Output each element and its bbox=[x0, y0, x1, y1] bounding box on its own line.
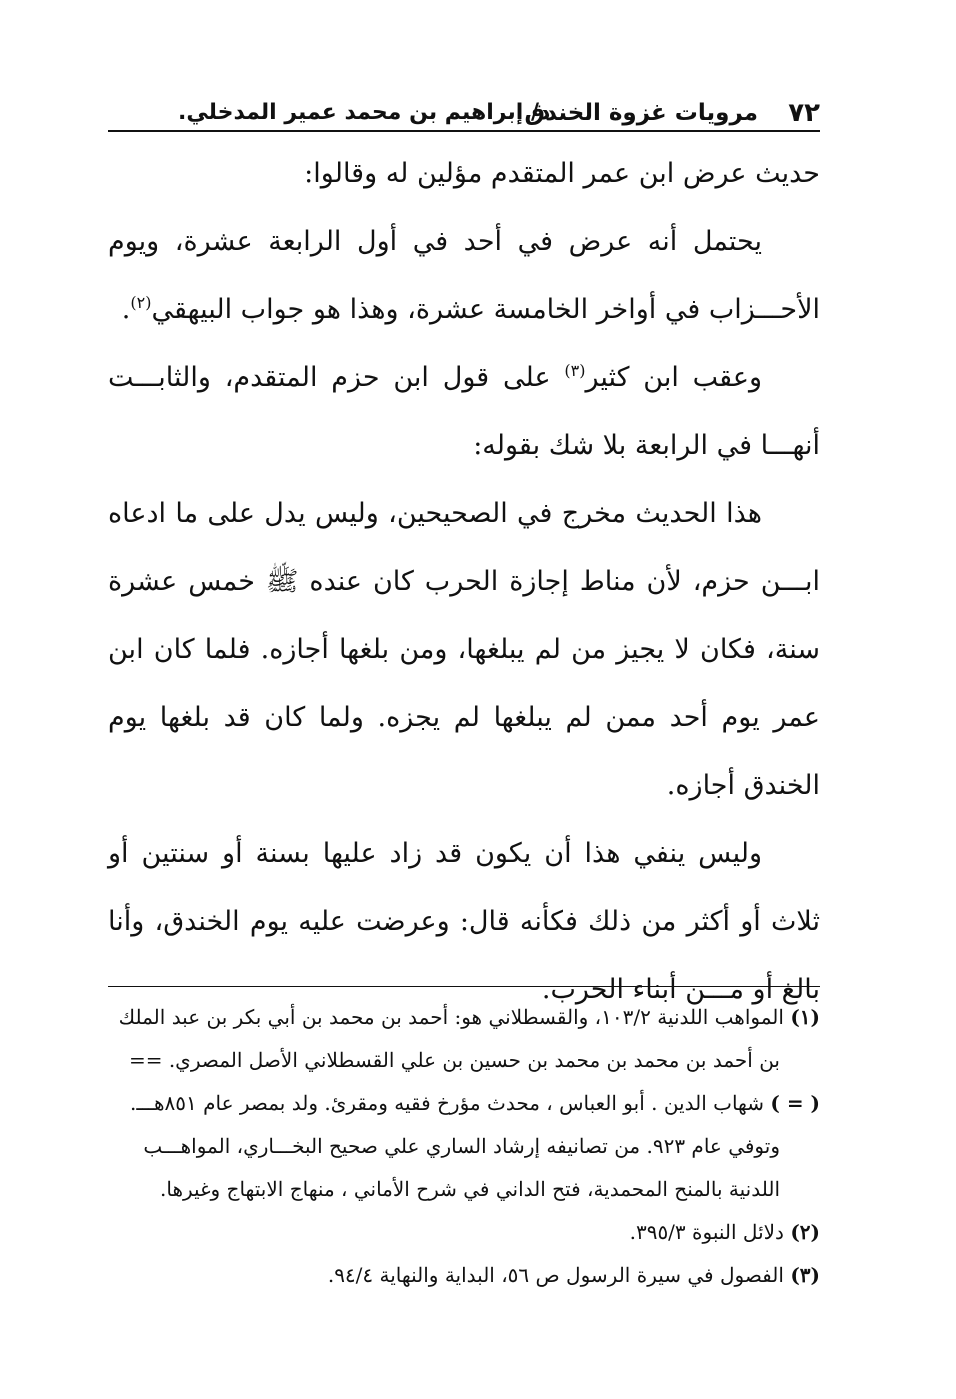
footnote-1-number: (١) bbox=[790, 1005, 820, 1029]
footnote-1-text-continued: شهاب الدين . أبو العباس ، محدث مؤرخ فقيه ومقرئ. ولد بمصر عام ٨٥١هـــ. bbox=[130, 1091, 765, 1115]
paragraph-4-quote: هذا الحديث مخرج في الصحيحين، وليس يدل على ما ادعاه ابـــن حزم، لأن مناط إجازة الحرب كان عنده ﷺ خمس عشرة سنة، فكان لا يجيز من لم يبلغها، ومن بلغها أجازه. فلما كان ابن عمر يوم أحد ممن لم يبلغها لم يجزه. ولما كان قد بلغها يوم الخندق أجازه. bbox=[108, 498, 820, 801]
footnote-2-text: دلائل النبوة ٣٩٥/٣. bbox=[629, 1220, 784, 1244]
footnotes bbox=[108, 996, 820, 1297]
paragraph-5: وليس ينفي هذا أن يكون قد زاد عليها بسنة أو سنتين أو ثلاث أو أكثر من ذلك فكأنه قال: وعرضت عليه يوم الخندق، وأنا بالغ أو مـــن أبناء الحرب. bbox=[108, 838, 820, 1005]
page-header bbox=[108, 98, 820, 132]
footnote-3-text: الفصول في سيرة الرسول ص ٥٦، البداية والنهاية ٩٤/٤. bbox=[327, 1263, 784, 1287]
paragraph-2-text: يحتمل أنه عرض في أحد في أول الرابعة عشرة، ويوم الأحـــزاب في أواخر الخامسة عشرة، وهذا هو جواب البيهقي bbox=[108, 226, 820, 325]
paragraph-3-text: على قول ابن حزم المتقدم، والثابـــت أنهـــا في الرابعة بلا شك بقوله: bbox=[108, 362, 820, 461]
footnote-continuation-marker: ( = ) bbox=[770, 1091, 820, 1115]
footnote-separator bbox=[108, 986, 820, 987]
paragraph-2-end: . bbox=[121, 294, 131, 325]
footnote-3 bbox=[108, 1254, 820, 1297]
footnote-1-line-1 bbox=[108, 996, 820, 1039]
footnote-2-number: (٢) bbox=[790, 1220, 820, 1244]
paragraph-3 bbox=[108, 344, 820, 480]
footnote-2 bbox=[108, 1211, 820, 1254]
footnote-1-line-3 bbox=[108, 1082, 820, 1125]
footnote-3-number: (٣) bbox=[790, 1263, 820, 1287]
book-title: مرويات غزوة الخندق bbox=[524, 100, 758, 126]
footnote-1-line-5: اللدنية بالمنح المحمدية، فتح الداني في شرح الأماني ، منهاج الابتهاج وغيرها. bbox=[160, 1177, 780, 1201]
author-name: د/ إبراهيم بن محمد عمير المدخلي. bbox=[178, 100, 551, 125]
footnote-ref-3: (٣) bbox=[564, 361, 586, 380]
footnote-1-line-4: وتوفي عام ٩٢٣. من تصانيفه إرشاد الساري علي صحيح البخـــاري، المواهـــب bbox=[143, 1134, 780, 1158]
footnote-1-text: المواهب اللدنية ١٠٣/٢، والقسطلاني هو: أحمد بن محمد بن أبي بكر بن عبد الملك bbox=[118, 1005, 784, 1029]
footnote-1-line-2: بن أحمد بن محمد بن محمد بن حسين بن علي القسطلاني الأصل المصري. == bbox=[128, 1048, 780, 1072]
paragraph-3-start: وعقب ابن كثير bbox=[585, 362, 762, 393]
page-number: ٧٢ bbox=[788, 98, 820, 128]
paragraph-1: حديث عرض ابن عمر المتقدم مؤلين له وقالوا: bbox=[304, 158, 820, 189]
paragraph-2 bbox=[108, 208, 820, 344]
footnote-ref-2: (٢) bbox=[130, 293, 152, 312]
main-text bbox=[108, 140, 820, 1024]
